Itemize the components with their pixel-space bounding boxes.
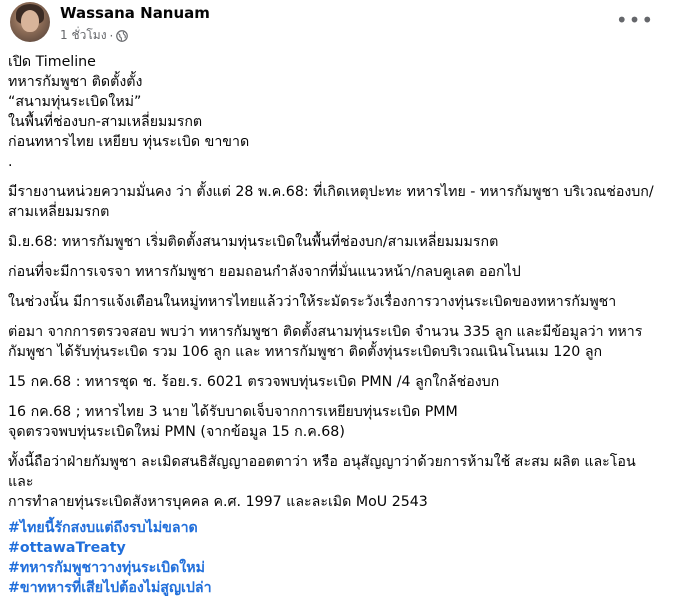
paragraph-3: ก่อนที่จะมีการเจรจา ทหารกัมพูชา ยอมถอนกำลังจากที่มั่นแนวหน้า/กลบคูเลต ออกไป (8, 264, 521, 280)
post-time[interactable]: 1 ชั่วโมง (60, 28, 107, 42)
author-name[interactable]: Wassana Nanuam (60, 4, 210, 22)
spacer (8, 392, 663, 402)
paragraph-8-line-2: การทำลายทุ่นระเบิดสังหารบุคคล ค.ศ. 1997 และละเมิด MoU 2543 (8, 494, 428, 510)
paragraph-7-line-2: จุดตรวจพบทุ่นระเบิดใหม่ PMN (จากข้อมูล 15 ก.ค.68) (8, 424, 345, 440)
hashtag-link[interactable]: #ottawaTreaty (8, 540, 126, 556)
paragraph-7-line-1: 16 กค.68 ; ทหารไทย 3 นาย ได้รับบาดเจ็บจากการเหยียบทุ่นระเบิด PMM (8, 404, 458, 420)
paragraph-2: มิ.ย.68: ทหารกัมพูชา เริ่มติดตั้งสนามทุ่นระเบิดในพื้นที่ช่องบก/สามเหลี่ยมมมรกต (8, 234, 499, 250)
hashtag-list (8, 518, 663, 598)
intro-line-5: ก่อนทหารไทย เหยียบ ทุ่นระเบิด ขาขาด (8, 134, 250, 150)
paragraph-5-line-1: ต่อมา จากการตรวจสอบ พบว่า ทหารกัมพูชา ติดตั้งสนามทุ่นระเบิด จำนวน 335 ลูก และมีข้อมูลว่า ทหาร (8, 324, 643, 340)
intro-line-4: ในพื้นที่ช่องบก-สามเหลี่ยมมรกต (8, 114, 203, 130)
intro-line-6: . (8, 154, 13, 170)
paragraph-1-line-2: สามเหลี่ยมมรกต (8, 204, 110, 220)
paragraph-8-line-1: ทั้งนี้ถือว่าฝ่ายกัมพูชา ละเมิดสนธิสัญญาออตตาว่า หรือ อนุสัญญาว่าด้วยการห้ามใช้ สะสม ผลิต และโอน และ (8, 454, 636, 490)
hashtag-link[interactable]: #ไทยนี้รักสงบแต่ถึงรบไม่ขลาด (8, 520, 198, 536)
spacer (8, 222, 663, 232)
paragraph-1-line-1: มีรายงานหน่วยความมั่นคง ว่า ตั้งแต่ 28 พ.ค.68: ที่เกิดเหตุปะทะ ทหารไทย - ทหารกัมพูชา บริเวณช่องบก/ (8, 184, 654, 200)
spacer (8, 172, 663, 182)
avatar[interactable] (10, 2, 50, 42)
intro-line-2: ทหารกัมพูชา ติดตั้งตั้ง (8, 74, 143, 90)
spacer (8, 252, 663, 262)
more-options-icon[interactable]: ••• (615, 8, 655, 32)
globe-icon[interactable] (116, 30, 128, 42)
spacer (8, 312, 663, 322)
paragraph-6: 15 กค.68 : ทหารชุด ช. ร้อย.ร. 6021 ตรวจพบทุ่นระเบิด PMN /4 ลูกใกล้ช่องบก (8, 374, 500, 390)
avatar-face (21, 10, 39, 32)
post-body (8, 52, 663, 598)
spacer (8, 442, 663, 452)
spacer (8, 362, 663, 372)
meta-separator: · (109, 28, 114, 43)
paragraph-4: ในช่วงนั้น มีการแจ้งเตือนในหมู่ทหารไทยแล้วว่าให้ระมัดระวังเรื่องการวางทุ่นระเบิดของทหารกัมพูชา (8, 294, 617, 310)
post-header (10, 0, 663, 48)
intro-line-1: เปิด Timeline (8, 54, 96, 70)
post-meta (60, 26, 128, 45)
hashtag-link[interactable]: #ขาทหารที่เสียไปต้องไม่สูญเปล่า (8, 580, 212, 596)
intro-line-3: “สนามทุ่นระเบิดใหม่” (8, 94, 142, 110)
paragraph-5-line-2: กัมพูชา ได้รับทุ่นระเบิด รวม 106 ลูก และ ทหารกัมพูชา ติดตั้งทุ่นระเบิดบริเวณเนินโนนเม 120 ลูก (8, 344, 603, 360)
spacer (8, 282, 663, 292)
hashtag-link[interactable]: #ทหารกัมพูชาวางทุ่นระเบิดใหม่ (8, 560, 205, 576)
